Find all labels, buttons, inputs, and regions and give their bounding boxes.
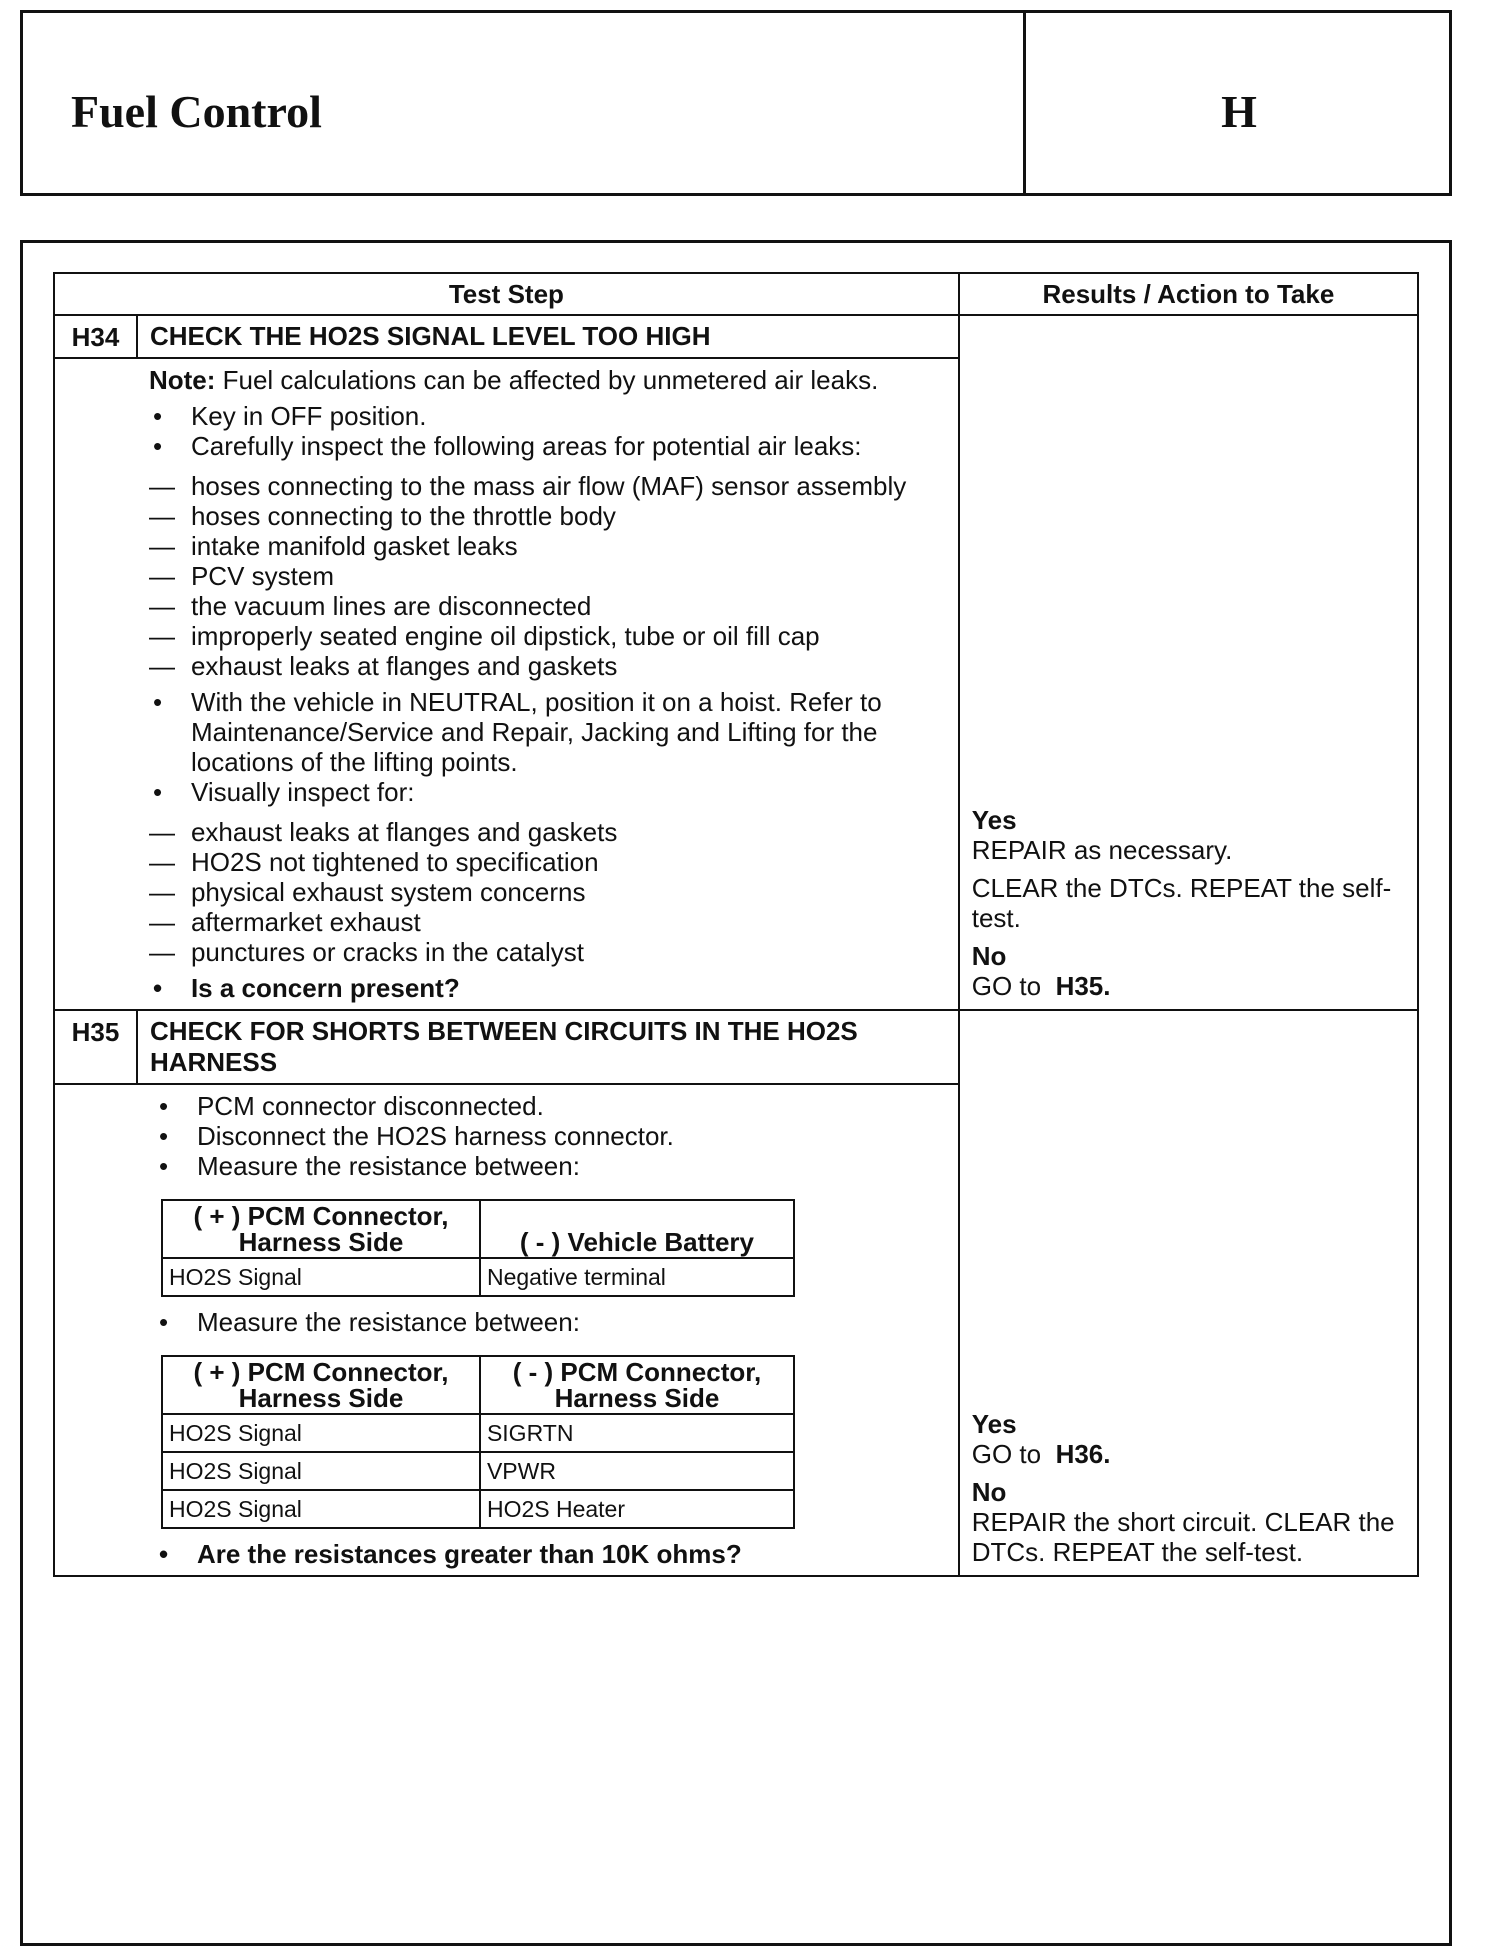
list-item: • With the vehicle in NEUTRAL, position it on a hoist. Refer to Maintenance/Service and Repair, Jacking and Lifting for the locations of the lifting points. xyxy=(149,687,948,777)
step-body-h34 xyxy=(137,358,959,1010)
table-cell: HO2S Signal xyxy=(162,1258,480,1296)
page-header xyxy=(20,10,1452,196)
results-h35 xyxy=(959,1010,1418,1576)
list-item-text: Carefully inspect the following areas for potential air leaks: xyxy=(190,431,862,461)
step-h35-title-row xyxy=(54,1010,1418,1084)
goto-target: H36. xyxy=(1055,1439,1111,1469)
dash-item: — the vacuum lines are disconnected xyxy=(149,591,948,621)
result-text: CLEAR the DTCs. REPEAT the self-test. xyxy=(971,873,1392,933)
step-title-h35: CHECK FOR SHORTS BETWEEN CIRCUITS IN THE HO2S HARNESS xyxy=(137,1010,959,1084)
results-header: Results / Action to Take xyxy=(959,273,1418,315)
sub-table-header: ( - ) PCM Connector, Harness Side xyxy=(480,1356,794,1414)
table-cell: HO2S Signal xyxy=(162,1490,480,1528)
table-cell: HO2S Signal xyxy=(162,1452,480,1490)
result-text: REPAIR as necessary. xyxy=(971,835,1233,865)
step-note xyxy=(149,365,948,395)
dash-item: — HO2S not tightened to specification xyxy=(149,847,948,877)
step-h34-title-row xyxy=(54,315,1418,358)
dash-item: — improperly seated engine oil dipstick, tube or oil fill cap xyxy=(149,621,948,651)
table-cell: SIGRTN xyxy=(480,1414,794,1452)
result-text xyxy=(972,971,1407,1001)
goto-prefix: GO to xyxy=(971,971,1042,1001)
dash-item: — exhaust leaks at flanges and gaskets xyxy=(149,817,948,847)
list-item: • PCM connector disconnected. xyxy=(155,1091,948,1121)
step-id-h34: H34 xyxy=(54,315,137,358)
bullet-list xyxy=(155,1307,948,1337)
dash-list xyxy=(149,817,948,967)
step-body-h35 xyxy=(137,1084,959,1576)
dash-item: — aftermarket exhaust xyxy=(149,907,948,937)
yes-label: Yes xyxy=(971,805,1017,835)
dash-item: — punctures or cracks in the catalyst xyxy=(149,937,948,967)
bullet-list xyxy=(155,1539,948,1569)
no-label: No xyxy=(971,941,1007,971)
goto-target: H35. xyxy=(1055,971,1111,1001)
step-id-spacer xyxy=(54,358,137,1010)
result-text: REPAIR the short circuit. CLEAR the DTCs. REPEAT the self-test. xyxy=(971,1507,1395,1567)
no-label: No xyxy=(971,1477,1007,1507)
sub-table-header: ( + ) PCM Connector, Harness Side xyxy=(162,1200,480,1258)
bullet-list xyxy=(149,401,948,1003)
bullet-list xyxy=(155,1091,948,1181)
list-item: • Measure the resistance between: xyxy=(155,1307,948,1337)
sub-table-header: ( - ) Vehicle Battery xyxy=(480,1200,794,1258)
step-title-h34: CHECK THE HO2S SIGNAL LEVEL TOO HIGH xyxy=(137,315,959,358)
dash-item: — intake manifold gasket leaks xyxy=(149,531,948,561)
table-header-row xyxy=(54,273,1418,315)
yes-label: Yes xyxy=(971,1409,1017,1439)
page-title: Fuel Control xyxy=(71,86,322,137)
test-step-header: Test Step xyxy=(54,273,959,315)
note-label: Note: xyxy=(148,365,216,395)
list-item: • Key in OFF position. xyxy=(149,401,948,431)
step-id-h35: H35 xyxy=(54,1010,137,1084)
dash-item: — PCV system xyxy=(149,561,948,591)
list-item: • Disconnect the HO2S harness connector. xyxy=(155,1121,948,1151)
dash-list xyxy=(149,471,948,681)
question-item: • Is a concern present? xyxy=(149,973,948,1003)
results-h34 xyxy=(959,315,1418,1010)
resistance-table-1 xyxy=(161,1199,795,1297)
note-text: Fuel calculations can be affected by unmetered air leaks. xyxy=(222,365,879,395)
list-item xyxy=(149,431,948,681)
table-row xyxy=(162,1452,794,1490)
resistance-table-2 xyxy=(161,1355,795,1529)
table-cell: Negative terminal xyxy=(480,1258,794,1296)
sub-table-header: ( + ) PCM Connector, Harness Side xyxy=(162,1356,480,1414)
list-item xyxy=(149,777,948,967)
dash-item: — exhaust leaks at flanges and gaskets xyxy=(149,651,948,681)
dash-item: — physical exhaust system concerns xyxy=(149,877,948,907)
list-item-text: Visually inspect for: xyxy=(190,777,415,807)
question-item: • Are the resistances greater than 10K ohms? xyxy=(155,1539,948,1569)
test-step-table xyxy=(53,272,1419,1577)
goto-prefix: GO to xyxy=(971,1439,1042,1469)
table-cell: HO2S Heater xyxy=(480,1490,794,1528)
table-row xyxy=(162,1414,794,1452)
table-row xyxy=(162,1258,794,1296)
table-row xyxy=(162,1490,794,1528)
dash-item: — hoses connecting to the throttle body xyxy=(149,501,948,531)
dash-item: — hoses connecting to the mass air flow (MAF) sensor assembly xyxy=(149,471,948,501)
table-cell: VPWR xyxy=(480,1452,794,1490)
table-cell: HO2S Signal xyxy=(162,1414,480,1452)
result-text xyxy=(972,1439,1407,1469)
list-item: • Measure the resistance between: xyxy=(155,1151,948,1181)
section-letter: H xyxy=(1221,86,1257,137)
